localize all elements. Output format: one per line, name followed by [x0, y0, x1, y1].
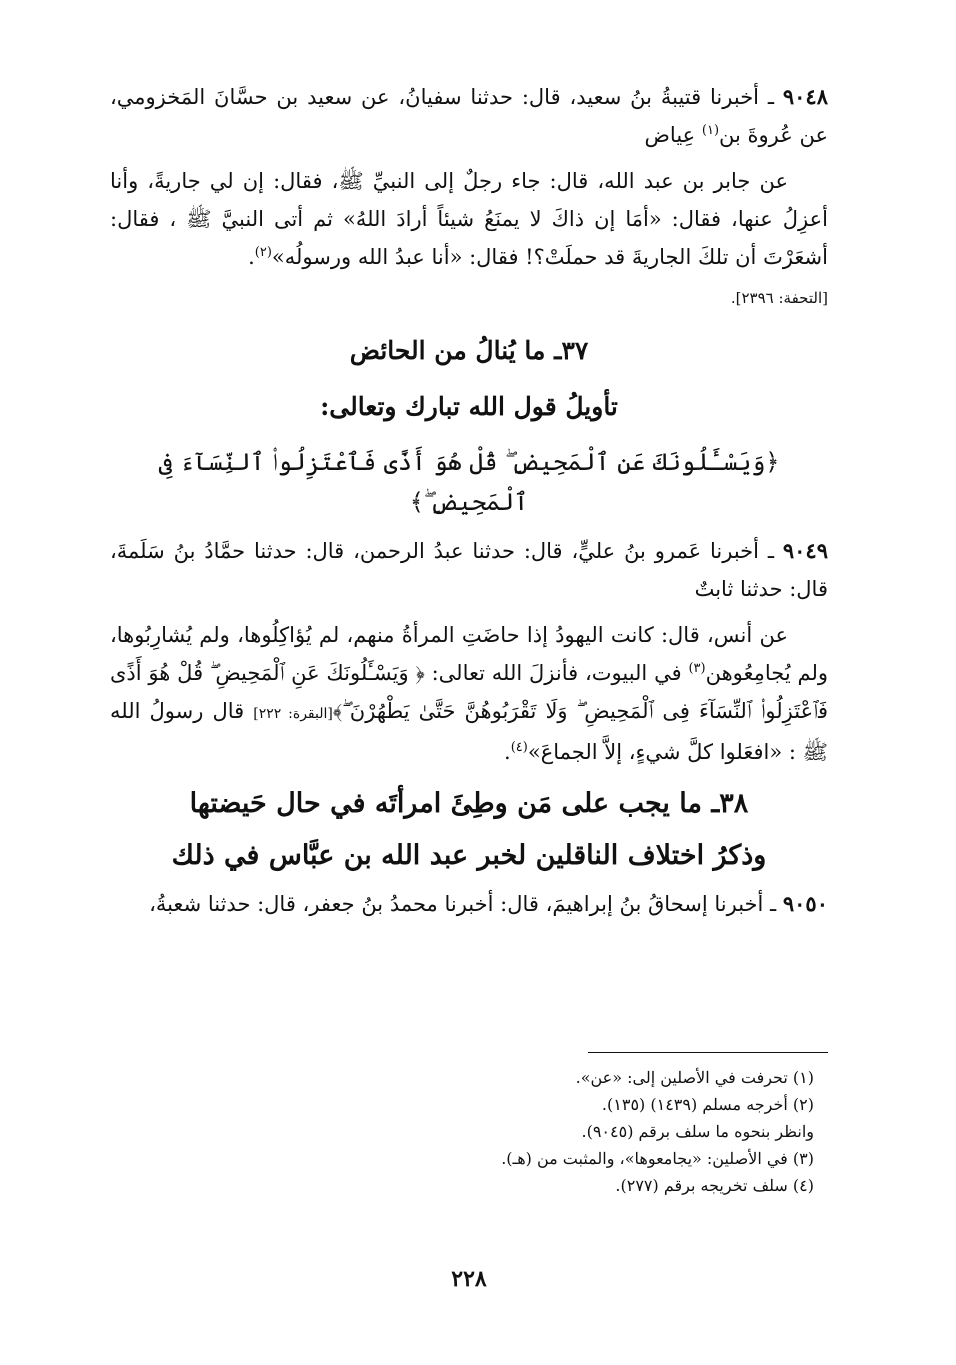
chapter-heading-38: ٣٨ـ ما يجب على مَن وطِئَ امرأتَه في حال حَيضتها: [189, 788, 749, 819]
footnote-marker: (٢): [254, 245, 272, 260]
hadith-9049-chain: [110, 532, 828, 608]
hadith-9050-chain: [110, 885, 828, 923]
hadith-chain-text: ـ أخبرنا عَمرو بنُ عليٍّ، قال: حدثنا عبدُ الرحمن، قال: حدثنا حمَّادُ بنُ سَلَمةَ، قال: حدثنا ثابتٌ: [110, 539, 828, 601]
hadith-9048-chain: [110, 78, 828, 154]
footnote-2-continued: وانظر بنحوه ما سلف برقم (٩٠٤٥).: [581, 1122, 814, 1141]
hadith-number: ٩٠٤٨: [782, 84, 828, 109]
hadith-chain-text: ـ أخبرنا قتيبةُ بنُ سعيد، قال: حدثنا سفيانُ، عن سعيد بن حسَّانَ المَخزومي، عن عُروةَ بن: [110, 85, 828, 147]
footnote-4: (٤) سلف تخريجه برقم (٢٧٧).: [615, 1176, 814, 1195]
footnote-marker: (٤): [510, 740, 528, 755]
footnotes: [110, 1064, 828, 1199]
hadith-body: عن أنس، قال: كانت اليهودُ إذا حاضَتِ المرأةُ منهم، لم يُؤاكِلُوها، ولم يُشارِبُوها، ولم يُجامِعُوهن: [110, 623, 829, 685]
page-number: ٢٢٨: [451, 1266, 487, 1292]
chapter-subheading-37: تأويلُ قول الله تبارك وتعالى:: [320, 392, 618, 421]
tuhfa-reference: [التحفة: ٢٣٩٦].: [730, 289, 828, 307]
hadith-9048-text: [110, 162, 828, 276]
footnote-separator: [588, 1052, 828, 1053]
hadith-body-2: في البيوت، فأنزلَ الله تعالى:: [431, 661, 682, 685]
hadith-chain-end: عِياض: [644, 123, 696, 147]
hadith-number: ٩٠٤٩: [782, 538, 828, 563]
footnote-1: (١) تحرفت في الأصلين إلى: «عن».: [575, 1068, 814, 1087]
footnote-marker: (١): [701, 123, 720, 138]
hadith-body-end: .: [504, 740, 511, 764]
hadith-9049-text: [110, 616, 828, 771]
hadith-number: ٩٠٥٠: [782, 891, 828, 916]
quran-reference: [البقرة: ٢٢٢]: [253, 706, 333, 722]
quran-verse: ﴿وَيَسْـَٔلُونَكَ عَنِ ٱلْمَحِيضِ ۖ قُلْ هُوَ أَذًى فَٱعْتَزِلُوا۟ ٱلنِّسَآءَ فِى ٱلْمَحِيضِ ۖ﴾: [158, 448, 780, 516]
footnote-marker: (٣): [688, 661, 706, 676]
footnote-2: (٢) أخرجه مسلم (١٤٣٩) (١٣٥).: [601, 1095, 814, 1114]
hadith-body-3: قال رسولُ الله ﷺ : «افعَلوا كلَّ شيءٍ، إلاَّ الجماعَ»: [110, 699, 828, 764]
book-page: [110, 78, 828, 1365]
hadith-body-end: .: [248, 245, 255, 269]
footnote-3: (٣) في الأصلين: «يجامعوها»، والمثبت من (هـ).: [501, 1149, 814, 1168]
chapter-subheading-38: وذكرُ اختلاف الناقلين لخبر عبد الله بن عبَّاس في ذلك: [171, 840, 767, 871]
hadith-chain-text: ـ أخبرنا إسحاقُ بنُ إبراهيمَ، قال: أخبرنا محمدُ بنُ جعفر، قال: حدثنا شعبةُ،: [149, 892, 777, 916]
hadith-body: عن جابر بن عبد الله، قال: جاء رجلٌ إلى النبيِّ ﷺ، فقال: إن لي جاريةً، وأنا أعزِلُ عنها، فقال: «أمَا إن ذاكَ لا يمنَعُ شيئاً أرادَ اللهُ» ثم أتى النبيَّ ﷺ ، فقال: أشعَرْتَ أن تلكَ الجاريةَ قد حملَتْ؟! فقال: «أنا عبدُ الله ورسولُه»: [110, 169, 828, 269]
quran-verse-inline: ﴿ وَيَسْـَٔلُونَكَ عَنِ ٱلْمَحِيضِ ۖ قُلْ هُوَ أَذًى فَٱعْتَزِلُوا۟ ٱلنِّسَآءَ فِى ٱلْمَحِيضِ ۖ وَلَا تَقْرَبُوهُنَّ حَتَّىٰ يَطْهُرْنَ ۖ﴾: [110, 661, 828, 723]
chapter-heading-37: ٣٧ـ ما يُنالُ من الحائض: [349, 336, 589, 365]
